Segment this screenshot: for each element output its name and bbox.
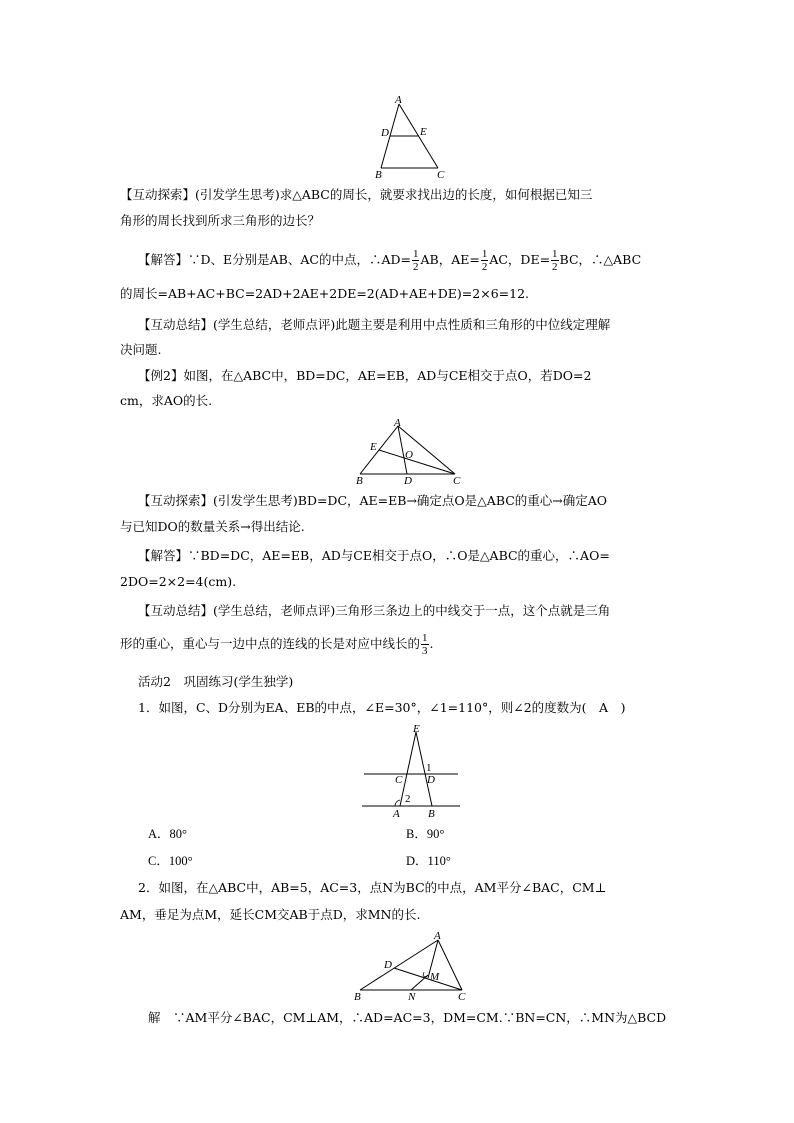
figure-bisector bbox=[350, 928, 474, 1002]
q1-option-d[interactable]: D．110° bbox=[406, 854, 451, 868]
p5-line1: 【互动探索】(引发学生思考)BD=DC，AE=EB→确定点O是△ABC的重心→确定AO bbox=[138, 493, 608, 508]
label-D: D bbox=[404, 475, 412, 486]
label-D: D bbox=[384, 959, 392, 971]
label-angle-2: 2 bbox=[405, 793, 411, 805]
label-D: D bbox=[381, 127, 389, 139]
label-C: C bbox=[458, 991, 466, 1002]
label-B: B bbox=[354, 991, 361, 1002]
p4-line1: 【例2】如图，在△ABC中，BD=DC，AE=EB，AD与CE相交于点O，若DO=2 bbox=[138, 368, 592, 383]
figure-triangle-midline bbox=[370, 92, 460, 180]
p7-line1: 【互动总结】(学生总结，老师点评)三角形三条边上的中线交于一点，这个点就是三角 bbox=[138, 603, 611, 618]
label-E: E bbox=[420, 126, 427, 138]
label-C: C bbox=[453, 475, 461, 486]
q1-option-b[interactable]: B．90° bbox=[406, 827, 445, 841]
label-B: B bbox=[375, 169, 382, 180]
p6-line2: 2DO=2×2=4(cm). bbox=[120, 574, 237, 589]
figure-parallel-lines bbox=[360, 720, 464, 820]
activity-heading: 活动2 巩固练习(学生独学) bbox=[138, 674, 294, 689]
p3-line2: 决问题. bbox=[120, 342, 162, 357]
label-angle-1: 1 bbox=[426, 762, 432, 774]
p6-line1: 【解答】∵BD=DC，AE=EB，AD与CE相交于点O，∴O是△ABC的重心，∴AO= bbox=[138, 548, 610, 563]
figure-triangle-centroid bbox=[352, 416, 470, 486]
label-C: C bbox=[395, 774, 403, 786]
q1-option-a[interactable]: A．80° bbox=[148, 827, 188, 841]
p5-line2: 与已知DO的数量关系→得出结论. bbox=[120, 519, 305, 534]
p2-line1: 【解答】∵D、E分别是AB、AC的中点，∴AD= $\frac{1}{2}$ AB，AE= $\frac{1}{2}$ AC，DE= $\frac{1}{2}$ BC，∴△ABC bbox=[138, 248, 642, 273]
q2-line2: AM，垂足为点M，延长CM交AB于点D，求MN的长. bbox=[120, 907, 421, 922]
q2-line1: 2．如图，在△ABC中，AB=5，AC=3，点N为BC的中点，AM平分∠BAC，CM⊥ bbox=[138, 880, 607, 895]
label-A: A bbox=[395, 94, 402, 106]
label-B: B bbox=[356, 475, 363, 486]
p2-line2: 的周长=AB+AC+BC=2AD+2AE+2DE=2(AD+AE+DE)=2×6=12. bbox=[120, 286, 530, 301]
label-E: E bbox=[413, 723, 420, 735]
solution-line1: 解 ∵AM平分∠BAC，CM⊥AM，∴AD=AC=3，DM=CM.∵BN=CN，∴MN为△BCD bbox=[148, 1010, 667, 1025]
p1-line2: 角形的周长找到所求三角形的边长？ bbox=[120, 213, 321, 228]
label-O: O bbox=[405, 449, 413, 461]
q1-option-c[interactable]: C．100° bbox=[148, 854, 193, 868]
label-B: B bbox=[428, 808, 435, 820]
label-A: A bbox=[394, 417, 401, 429]
label-N: N bbox=[408, 991, 416, 1002]
p7-line2: 形的重心，重心与一边中点的连线的长是对应中线长的 $\frac{1}{3}$ . bbox=[120, 632, 434, 657]
label-D: D bbox=[427, 774, 435, 786]
p1-line1: 【互动探索】(引发学生思考)求△ABC的周长，就要求找出边的长度，如何根据已知三 bbox=[120, 187, 593, 202]
label-M: M bbox=[430, 971, 440, 983]
label-E: E bbox=[370, 441, 377, 453]
p3-line1: 【互动总结】(学生总结，老师点评)此题主要是利用中点性质和三角形的中位线定理解 bbox=[138, 317, 611, 332]
label-A: A bbox=[393, 808, 400, 820]
p4-line2: cm，求AO的长. bbox=[120, 393, 213, 408]
q1-stem: 1．如图，C、D分别为EA、EB的中点，∠E=30°，∠1=110°，则∠2的度数为( A ) bbox=[138, 700, 626, 715]
label-A: A bbox=[434, 930, 441, 942]
label-C: C bbox=[437, 169, 445, 180]
